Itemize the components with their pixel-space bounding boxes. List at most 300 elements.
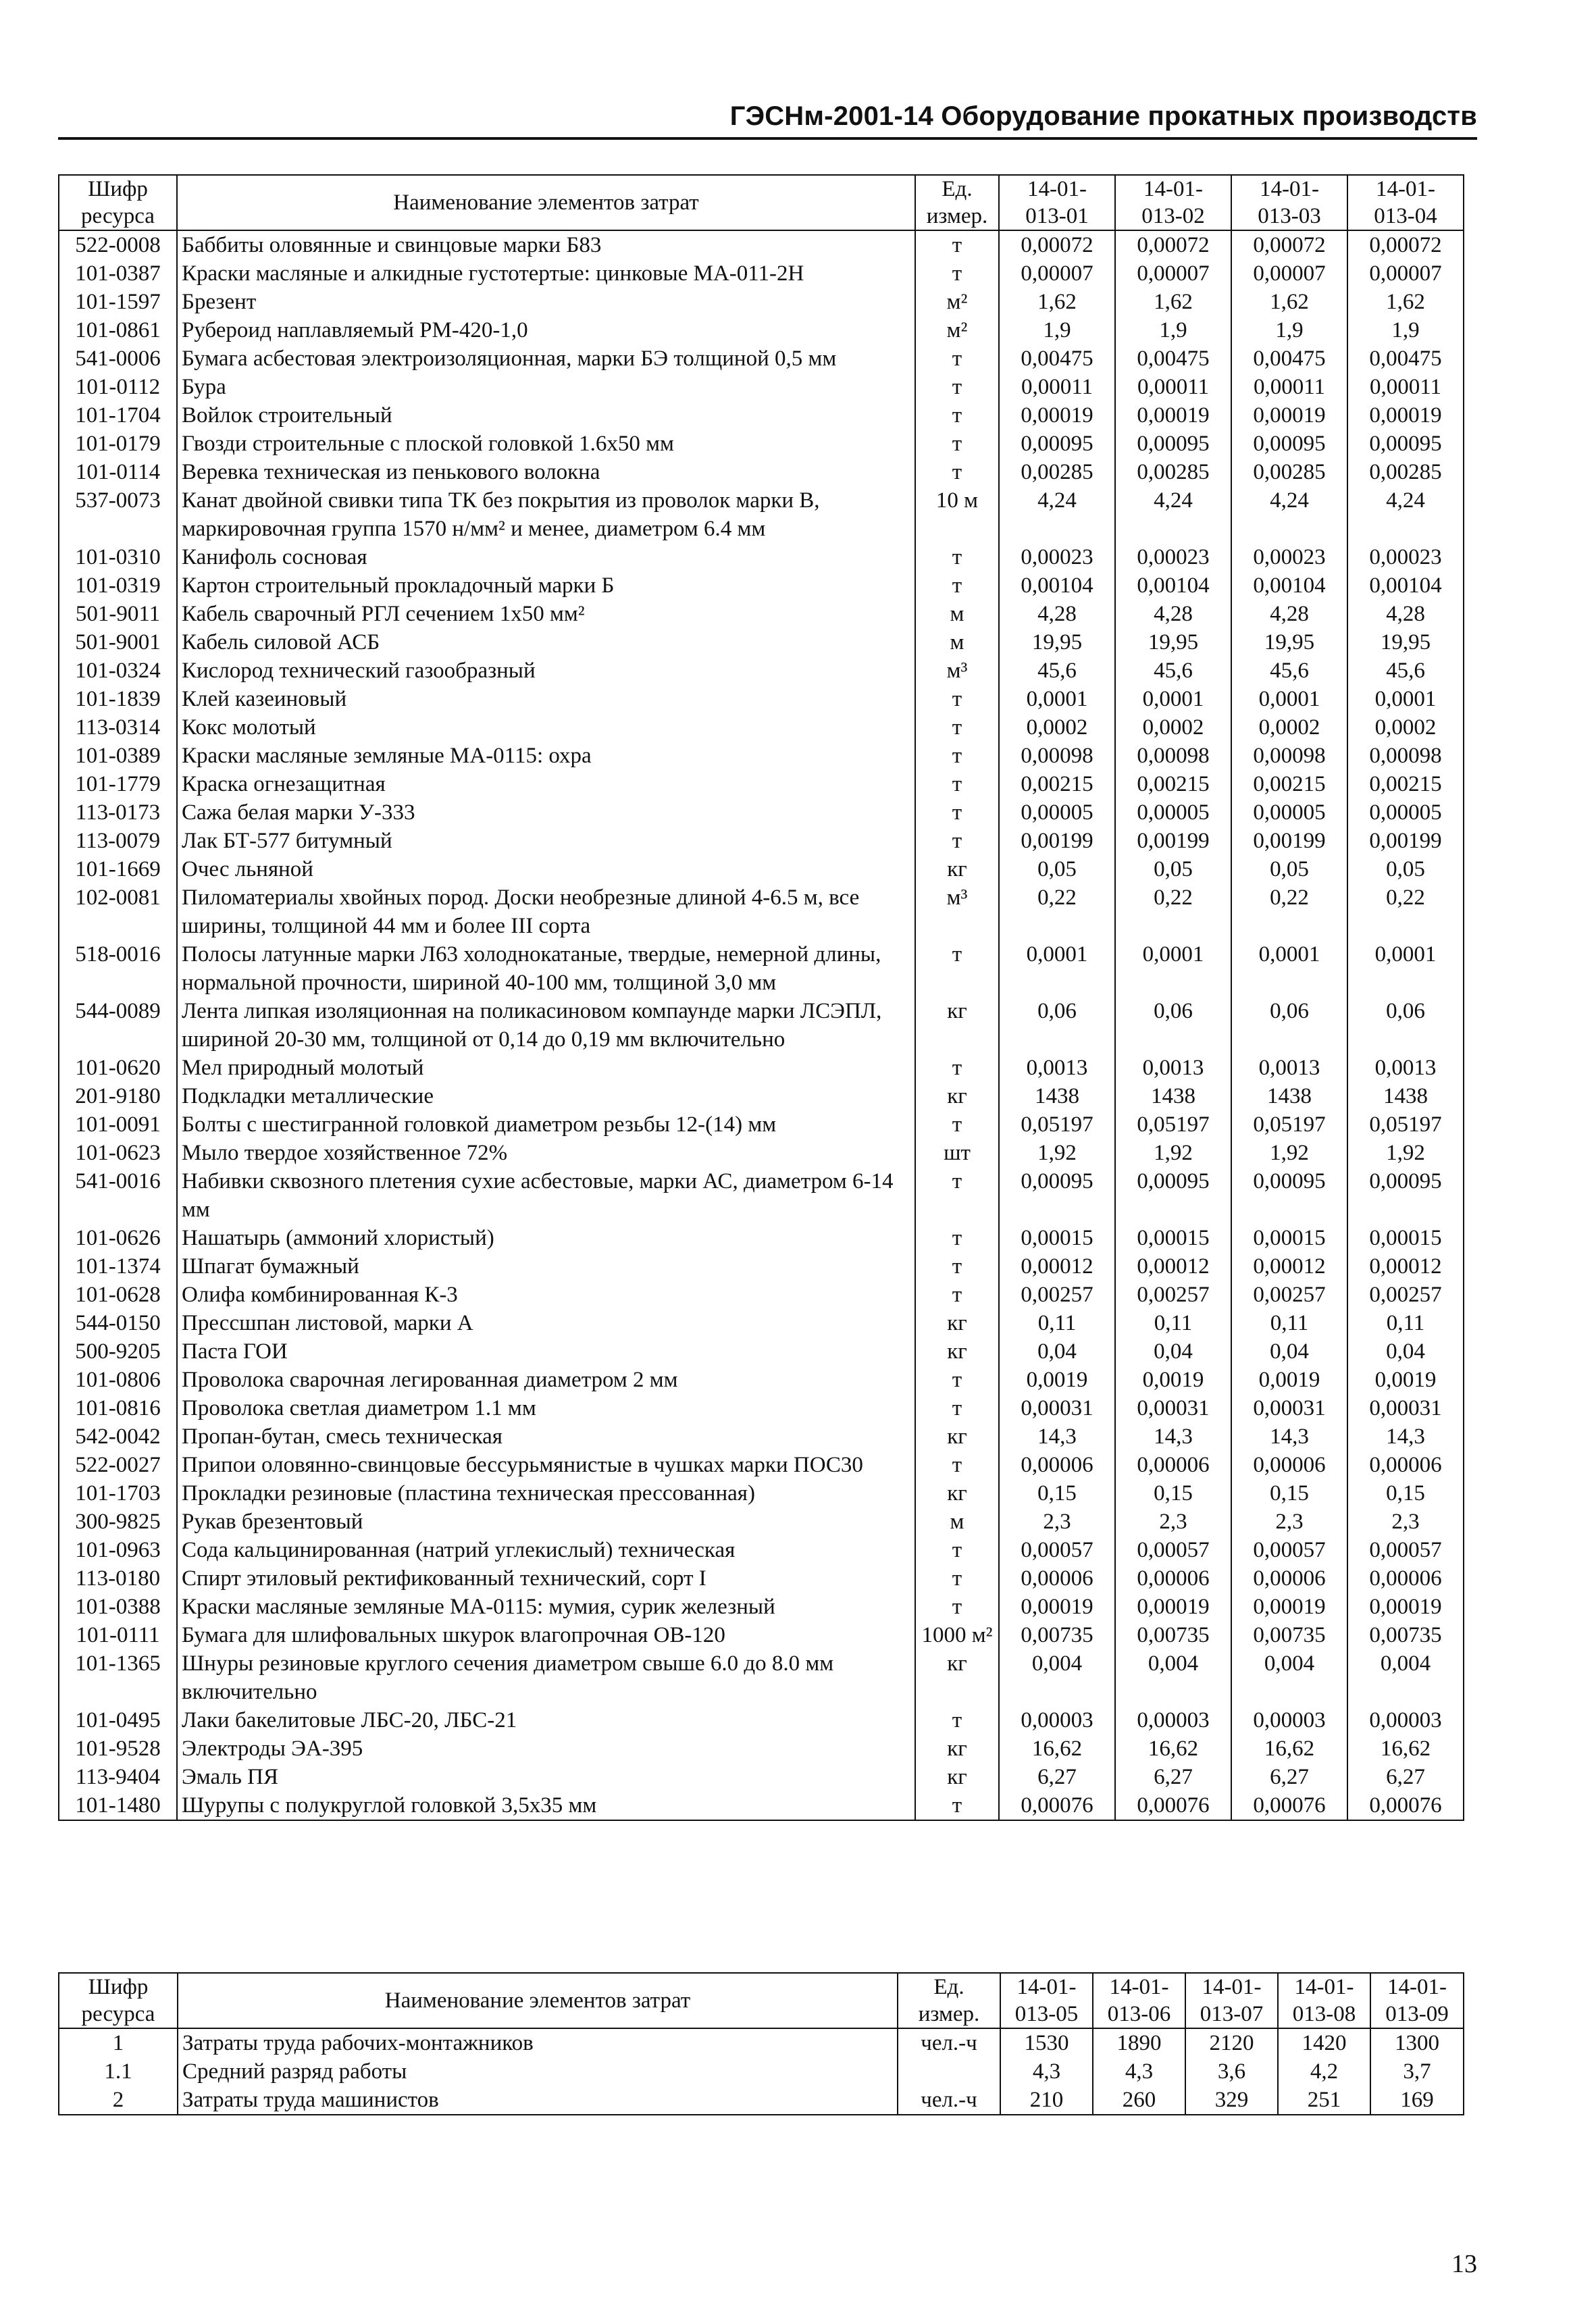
- resource-code-cell: 101-0620: [59, 1054, 177, 1082]
- unit-cell: чел.-ч: [898, 2028, 1000, 2057]
- resource-code-cell: 101-0179: [59, 430, 177, 458]
- resource-name-cell: Бура: [177, 373, 915, 401]
- unit-cell: 10 м: [915, 486, 999, 543]
- table-row: [59, 883, 1464, 940]
- value-cell: 0,0019: [1231, 1366, 1347, 1394]
- header-name: Наименование элементов затрат: [178, 1973, 898, 2028]
- value-cell: 0,00023: [1115, 543, 1231, 571]
- header-col-8: 14-01- 013-08: [1278, 1973, 1370, 2028]
- resource-name-cell: Проволока сварочная легированная диаметром 2 мм: [177, 1366, 915, 1394]
- resource-code-cell: 101-1839: [59, 685, 177, 713]
- value-cell: 0,00095: [1347, 430, 1464, 458]
- value-cell: 1,92: [1347, 1139, 1464, 1167]
- unit-cell: м: [915, 628, 999, 657]
- value-cell: 329: [1185, 2086, 1278, 2115]
- resource-code-cell: 537-0073: [59, 486, 177, 543]
- value-cell: 0,00019: [1231, 401, 1347, 430]
- value-cell: 0,00098: [1115, 742, 1231, 770]
- table-row: [59, 628, 1464, 657]
- value-cell: 3,6: [1185, 2057, 1278, 2086]
- value-cell: 0,22: [1347, 883, 1464, 940]
- value-cell: 0,00257: [1115, 1281, 1231, 1309]
- value-cell: 0,11: [1347, 1309, 1464, 1337]
- table-row: [59, 1536, 1464, 1564]
- resource-code-cell: 101-1703: [59, 1479, 177, 1508]
- table-row: [59, 1252, 1464, 1281]
- unit-cell: кг: [915, 1734, 999, 1763]
- unit-cell: т: [915, 1366, 999, 1394]
- value-cell: 0,06: [999, 997, 1115, 1054]
- value-cell: 0,00098: [1347, 742, 1464, 770]
- value-cell: 0,00007: [1115, 259, 1231, 288]
- table-row: [59, 1621, 1464, 1649]
- header-code: Шифр ресурса: [59, 175, 177, 230]
- value-cell: 0,0002: [1115, 713, 1231, 742]
- value-cell: 169: [1370, 2086, 1464, 2115]
- value-cell: 0,00006: [1115, 1564, 1231, 1593]
- value-cell: 0,00019: [999, 401, 1115, 430]
- value-cell: 1,62: [1231, 288, 1347, 316]
- resource-name-cell: Баббиты оловянные и свинцовые марки Б83: [177, 230, 915, 259]
- value-cell: 0,15: [1347, 1479, 1464, 1508]
- unit-cell: кг: [915, 1479, 999, 1508]
- value-cell: 1438: [999, 1082, 1115, 1110]
- value-cell: 0,05: [1115, 855, 1231, 883]
- value-cell: 0,0001: [1347, 685, 1464, 713]
- value-cell: 0,00104: [999, 571, 1115, 600]
- resource-code-cell: 518-0016: [59, 940, 177, 997]
- value-cell: 0,00095: [999, 1167, 1115, 1224]
- table-row: [59, 940, 1464, 997]
- table-row: [59, 1451, 1464, 1479]
- table-row: [59, 1564, 1464, 1593]
- value-cell: 0,00057: [1231, 1536, 1347, 1564]
- value-cell: 0,00735: [1115, 1621, 1231, 1649]
- value-cell: 0,0001: [999, 940, 1115, 997]
- value-cell: 0,22: [1115, 883, 1231, 940]
- unit-cell: т: [915, 1706, 999, 1734]
- unit-cell: 1000 м²: [915, 1621, 999, 1649]
- value-cell: 0,04: [999, 1337, 1115, 1366]
- unit-cell: т: [915, 685, 999, 713]
- value-cell: 0,0002: [1347, 713, 1464, 742]
- value-cell: 0,00006: [1231, 1451, 1347, 1479]
- value-cell: 1,92: [999, 1139, 1115, 1167]
- unit-cell: т: [915, 770, 999, 798]
- value-cell: 0,0002: [1231, 713, 1347, 742]
- resource-code-cell: 522-0008: [59, 230, 177, 259]
- table-row: [59, 458, 1464, 486]
- table-row: [59, 543, 1464, 571]
- value-cell: 45,6: [1347, 657, 1464, 685]
- resource-code-cell: 101-0324: [59, 657, 177, 685]
- value-cell: 2,3: [999, 1508, 1115, 1536]
- unit-cell: т: [915, 458, 999, 486]
- resource-code-cell: 541-0006: [59, 344, 177, 373]
- value-cell: 0,05: [1347, 855, 1464, 883]
- running-header: ГЭСНм-2001-14 Оборудование прокатных производств: [58, 101, 1477, 140]
- resource-name-cell: Кабель силовой АСБ: [177, 628, 915, 657]
- resource-name-cell: Проволока светлая диаметром 1.1 мм: [177, 1394, 915, 1422]
- unit-cell: м²: [915, 316, 999, 344]
- value-cell: 0,00031: [1115, 1394, 1231, 1422]
- table-row: [59, 1508, 1464, 1536]
- resource-code-cell: 1.1: [59, 2057, 178, 2086]
- resource-code-cell: 113-0079: [59, 827, 177, 855]
- value-cell: 0,00199: [1231, 827, 1347, 855]
- table-row: [59, 1593, 1464, 1621]
- value-cell: 0,00006: [999, 1564, 1115, 1593]
- resource-name-cell: Веревка техническая из пенькового волокна: [177, 458, 915, 486]
- value-cell: 1,9: [1115, 316, 1231, 344]
- value-cell: 0,00072: [999, 230, 1115, 259]
- unit-cell: т: [915, 543, 999, 571]
- table-row: [59, 1337, 1464, 1366]
- resource-code-cell: 501-9001: [59, 628, 177, 657]
- table-row: [59, 1309, 1464, 1337]
- resource-code-cell: 101-0112: [59, 373, 177, 401]
- unit-cell: т: [915, 1110, 999, 1139]
- value-cell: 0,00019: [1115, 1593, 1231, 1621]
- value-cell: 1,92: [1115, 1139, 1231, 1167]
- resource-name-cell: Паста ГОИ: [177, 1337, 915, 1366]
- unit-cell: кг: [915, 855, 999, 883]
- value-cell: 1,62: [1347, 288, 1464, 316]
- unit-cell: [898, 2057, 1000, 2086]
- resource-name-cell: Краска огнезащитная: [177, 770, 915, 798]
- resource-name-cell: Болты с шестигранной головкой диаметром резьбы 12-(14) мм: [177, 1110, 915, 1139]
- header-col-9: 14-01- 013-09: [1370, 1973, 1464, 2028]
- resource-name-cell: Брезент: [177, 288, 915, 316]
- resource-name-cell: Канат двойной свивки типа ТК без покрытия из проволок марки В, маркировочная группа 1570 н/мм² и менее, диаметром 6.4 мм: [177, 486, 915, 543]
- value-cell: 0,00095: [1231, 430, 1347, 458]
- unit-cell: т: [915, 1252, 999, 1281]
- value-cell: 1438: [1115, 1082, 1231, 1110]
- value-cell: 0,00031: [1347, 1394, 1464, 1422]
- table-row: [59, 770, 1464, 798]
- value-cell: 0,00019: [1115, 401, 1231, 430]
- value-cell: 0,00735: [999, 1621, 1115, 1649]
- table-row: [59, 230, 1464, 259]
- value-cell: 0,00003: [1231, 1706, 1347, 1734]
- value-cell: 4,24: [1231, 486, 1347, 543]
- value-cell: 0,00019: [1347, 401, 1464, 430]
- table-row: [59, 1734, 1464, 1763]
- value-cell: 0,0013: [999, 1054, 1115, 1082]
- resource-code-cell: 101-1374: [59, 1252, 177, 1281]
- value-cell: 0,00257: [999, 1281, 1115, 1309]
- unit-cell: кг: [915, 1309, 999, 1337]
- resource-code-cell: 101-1779: [59, 770, 177, 798]
- value-cell: 4,28: [1347, 600, 1464, 628]
- resource-name-cell: Гвозди строительные с плоской головкой 1.6х50 мм: [177, 430, 915, 458]
- resource-code-cell: 2: [59, 2086, 178, 2115]
- value-cell: 16,62: [999, 1734, 1115, 1763]
- header-col-7: 14-01- 013-07: [1185, 1973, 1278, 2028]
- header-col-5: 14-01- 013-05: [1000, 1973, 1093, 2028]
- labor-table: [58, 1972, 1464, 2115]
- value-cell: 0,00011: [1347, 373, 1464, 401]
- unit-cell: кг: [915, 1422, 999, 1451]
- unit-cell: т: [915, 1224, 999, 1252]
- value-cell: 0,00076: [1115, 1791, 1231, 1820]
- resource-name-cell: Кислород технический газообразный: [177, 657, 915, 685]
- table-row: [59, 1763, 1464, 1791]
- resource-name-cell: Затраты труда машинистов: [178, 2086, 898, 2115]
- value-cell: 0,0001: [1231, 940, 1347, 997]
- value-cell: 0,004: [999, 1649, 1115, 1706]
- resource-name-cell: Пиломатериалы хвойных пород. Доски необрезные длиной 4-6.5 м, все ширины, толщиной 44 мм и более III сорта: [177, 883, 915, 940]
- value-cell: 2,3: [1347, 1508, 1464, 1536]
- value-cell: 0,0002: [999, 713, 1115, 742]
- value-cell: 0,05197: [999, 1110, 1115, 1139]
- table-row: [59, 1281, 1464, 1309]
- value-cell: 0,00006: [1347, 1451, 1464, 1479]
- resource-name-cell: Бумага для шлифовальных шкурок влагопрочная ОВ-120: [177, 1621, 915, 1649]
- table-row: [59, 401, 1464, 430]
- resource-name-cell: Рукав брезентовый: [177, 1508, 915, 1536]
- value-cell: 0,00003: [1115, 1706, 1231, 1734]
- value-cell: 0,00003: [1347, 1706, 1464, 1734]
- resource-code-cell: 300-9825: [59, 1508, 177, 1536]
- resource-name-cell: Краски масляные земляные МА-0115: мумия, сурик железный: [177, 1593, 915, 1621]
- resource-name-cell: Полосы латунные марки Л63 холоднокатаные, твердые, немерной длины, нормальной прочности, шириной 40-100 мм, толщиной 3,0 мм: [177, 940, 915, 997]
- resource-code-cell: 101-0111: [59, 1621, 177, 1649]
- resource-name-cell: Пропан-бутан, смесь техническая: [177, 1422, 915, 1451]
- unit-cell: т: [915, 1564, 999, 1593]
- value-cell: 0,00006: [1115, 1451, 1231, 1479]
- table-row: [59, 430, 1464, 458]
- table-row: [59, 1139, 1464, 1167]
- resource-name-cell: Сода кальцинированная (натрий углекислый) техническая: [177, 1536, 915, 1564]
- table-row: [59, 2086, 1464, 2115]
- value-cell: 0,004: [1231, 1649, 1347, 1706]
- header-col-1: 14-01- 013-01: [999, 175, 1115, 230]
- value-cell: 0,00215: [999, 770, 1115, 798]
- resource-name-cell: Средний разряд работы: [178, 2057, 898, 2086]
- value-cell: 0,00076: [1231, 1791, 1347, 1820]
- unit-cell: т: [915, 1536, 999, 1564]
- resource-name-cell: Сажа белая марки У-333: [177, 798, 915, 827]
- value-cell: 0,00199: [999, 827, 1115, 855]
- header-code: Шифр ресурса: [59, 1973, 178, 2028]
- unit-cell: т: [915, 1054, 999, 1082]
- resource-name-cell: Клей казеиновый: [177, 685, 915, 713]
- unit-cell: шт: [915, 1139, 999, 1167]
- table-row: [59, 1167, 1464, 1224]
- unit-cell: т: [915, 1394, 999, 1422]
- value-cell: 0,06: [1115, 997, 1231, 1054]
- value-cell: 4,28: [1115, 600, 1231, 628]
- value-cell: 0,00095: [999, 430, 1115, 458]
- value-cell: 0,00095: [1231, 1167, 1347, 1224]
- resource-name-cell: Краски масляные земляные МА-0115: охра: [177, 742, 915, 770]
- resource-code-cell: 544-0089: [59, 997, 177, 1054]
- table-row: [59, 2057, 1464, 2086]
- value-cell: 2,3: [1231, 1508, 1347, 1536]
- table-row: [59, 486, 1464, 543]
- value-cell: 0,00215: [1115, 770, 1231, 798]
- resource-name-cell: Припои оловянно-свинцовые бессурьмянистые в чушках марки ПОС30: [177, 1451, 915, 1479]
- value-cell: 0,00215: [1231, 770, 1347, 798]
- resource-code-cell: 101-1669: [59, 855, 177, 883]
- unit-cell: чел.-ч: [898, 2086, 1000, 2115]
- unit-cell: м: [915, 1508, 999, 1536]
- table-row: [59, 373, 1464, 401]
- value-cell: 0,00019: [999, 1593, 1115, 1621]
- value-cell: 0,0001: [1231, 685, 1347, 713]
- value-cell: 0,00012: [1115, 1252, 1231, 1281]
- resource-code-cell: 101-0319: [59, 571, 177, 600]
- header-name: Наименование элементов затрат: [177, 175, 915, 230]
- value-cell: 0,00003: [999, 1706, 1115, 1734]
- resource-code-cell: 500-9205: [59, 1337, 177, 1366]
- unit-cell: м³: [915, 657, 999, 685]
- unit-cell: т: [915, 940, 999, 997]
- resource-code-cell: 113-0314: [59, 713, 177, 742]
- resource-code-cell: 101-1704: [59, 401, 177, 430]
- value-cell: 0,04: [1231, 1337, 1347, 1366]
- resource-code-cell: 101-0963: [59, 1536, 177, 1564]
- resource-name-cell: Затраты труда рабочих-монтажников: [178, 2028, 898, 2057]
- materials-table: [58, 174, 1464, 1821]
- value-cell: 19,95: [1115, 628, 1231, 657]
- table-row: [59, 1791, 1464, 1820]
- value-cell: 0,05197: [1231, 1110, 1347, 1139]
- value-cell: 0,00011: [1231, 373, 1347, 401]
- resource-name-cell: Шурупы с полукруглой головкой 3,5х35 мм: [177, 1791, 915, 1820]
- resource-name-cell: Очес льняной: [177, 855, 915, 883]
- value-cell: 0,00095: [1115, 430, 1231, 458]
- resource-code-cell: 113-0180: [59, 1564, 177, 1593]
- value-cell: 4,24: [1347, 486, 1464, 543]
- unit-cell: т: [915, 742, 999, 770]
- table-row: [59, 344, 1464, 373]
- resource-name-cell: Прокладки резиновые (пластина техническая прессованная): [177, 1479, 915, 1508]
- value-cell: 0,00285: [1115, 458, 1231, 486]
- value-cell: 0,00006: [999, 1451, 1115, 1479]
- value-cell: 2120: [1185, 2028, 1278, 2057]
- unit-cell: м: [915, 600, 999, 628]
- value-cell: 0,00735: [1347, 1621, 1464, 1649]
- value-cell: 0,004: [1347, 1649, 1464, 1706]
- table-row: [59, 1082, 1464, 1110]
- value-cell: 1890: [1093, 2028, 1185, 2057]
- value-cell: 0,00104: [1231, 571, 1347, 600]
- resource-code-cell: 101-0495: [59, 1706, 177, 1734]
- value-cell: 0,15: [999, 1479, 1115, 1508]
- value-cell: 2,3: [1115, 1508, 1231, 1536]
- value-cell: 1,9: [1231, 316, 1347, 344]
- resource-code-cell: 101-1597: [59, 288, 177, 316]
- resource-code-cell: 1: [59, 2028, 178, 2057]
- value-cell: 0,00006: [1347, 1564, 1464, 1593]
- table-row: [59, 1422, 1464, 1451]
- value-cell: 0,00005: [1231, 798, 1347, 827]
- value-cell: 45,6: [1231, 657, 1347, 685]
- resource-code-cell: 501-9011: [59, 600, 177, 628]
- resource-name-cell: Шнуры резиновые круглого сечения диаметром свыше 6.0 до 8.0 мм включительно: [177, 1649, 915, 1706]
- resource-code-cell: 113-9404: [59, 1763, 177, 1791]
- value-cell: 0,00019: [1347, 1593, 1464, 1621]
- value-cell: 1438: [1231, 1082, 1347, 1110]
- value-cell: 0,04: [1115, 1337, 1231, 1366]
- unit-cell: т: [915, 827, 999, 855]
- value-cell: 0,0013: [1115, 1054, 1231, 1082]
- value-cell: 6,27: [1231, 1763, 1347, 1791]
- unit-cell: м²: [915, 288, 999, 316]
- value-cell: 0,06: [1231, 997, 1347, 1054]
- value-cell: 4,24: [999, 486, 1115, 543]
- value-cell: 1,62: [1115, 288, 1231, 316]
- table-row: [59, 288, 1464, 316]
- resource-name-cell: Спирт этиловый ректификованный технический, сорт I: [177, 1564, 915, 1593]
- value-cell: 4,2: [1278, 2057, 1370, 2086]
- resource-code-cell: 113-0173: [59, 798, 177, 827]
- value-cell: 6,27: [1115, 1763, 1231, 1791]
- table-row: [59, 827, 1464, 855]
- value-cell: 0,00076: [1347, 1791, 1464, 1820]
- resource-name-cell: Набивки сквозного плетения сухие асбестовые, марки АС, диаметром 6-14 мм: [177, 1167, 915, 1224]
- unit-cell: т: [915, 1791, 999, 1820]
- value-cell: 0,00475: [1115, 344, 1231, 373]
- table-row: [59, 997, 1464, 1054]
- value-cell: 0,0001: [999, 685, 1115, 713]
- table-row: [59, 1649, 1464, 1706]
- unit-cell: т: [915, 1451, 999, 1479]
- resource-name-cell: Лента липкая изоляционная на поликасиновом компаунде марки ЛСЭПЛ, шириной 20-30 мм, толщиной от 0,14 до 0,19 мм включительно: [177, 997, 915, 1054]
- resource-code-cell: 541-0016: [59, 1167, 177, 1224]
- value-cell: 0,00104: [1115, 571, 1231, 600]
- resource-name-cell: Прессшпан листовой, марки А: [177, 1309, 915, 1337]
- table-row: [59, 316, 1464, 344]
- value-cell: 16,62: [1231, 1734, 1347, 1763]
- value-cell: 0,00031: [1231, 1394, 1347, 1422]
- value-cell: 0,00015: [999, 1224, 1115, 1252]
- value-cell: 0,15: [1115, 1479, 1231, 1508]
- unit-cell: т: [915, 1593, 999, 1621]
- value-cell: 6,27: [1347, 1763, 1464, 1791]
- value-cell: 0,0013: [1347, 1054, 1464, 1082]
- value-cell: 14,3: [1231, 1422, 1347, 1451]
- value-cell: 0,00006: [1231, 1564, 1347, 1593]
- value-cell: 0,0013: [1231, 1054, 1347, 1082]
- resource-name-cell: Бумага асбестовая электроизоляционная, марки БЭ толщиной 0,5 мм: [177, 344, 915, 373]
- unit-cell: кг: [915, 1337, 999, 1366]
- value-cell: 0,11: [999, 1309, 1115, 1337]
- value-cell: 0,00057: [1115, 1536, 1231, 1564]
- value-cell: 0,00005: [999, 798, 1115, 827]
- value-cell: 0,00007: [1231, 259, 1347, 288]
- value-cell: 0,05: [999, 855, 1115, 883]
- resource-code-cell: 101-0626: [59, 1224, 177, 1252]
- unit-cell: т: [915, 798, 999, 827]
- page-number: 13: [1451, 2250, 1477, 2278]
- value-cell: 0,04: [1347, 1337, 1464, 1366]
- value-cell: 0,00475: [1347, 344, 1464, 373]
- value-cell: 0,05197: [1115, 1110, 1231, 1139]
- value-cell: 0,00023: [999, 543, 1115, 571]
- table-row: [59, 2028, 1464, 2057]
- unit-cell: кг: [915, 997, 999, 1054]
- resource-name-cell: Нашатырь (аммоний хлористый): [177, 1224, 915, 1252]
- value-cell: 0,00072: [1115, 230, 1231, 259]
- unit-cell: т: [915, 401, 999, 430]
- value-cell: 0,00057: [999, 1536, 1115, 1564]
- value-cell: 0,00011: [1115, 373, 1231, 401]
- value-cell: 0,00475: [999, 344, 1115, 373]
- resource-name-cell: Кокс молотый: [177, 713, 915, 742]
